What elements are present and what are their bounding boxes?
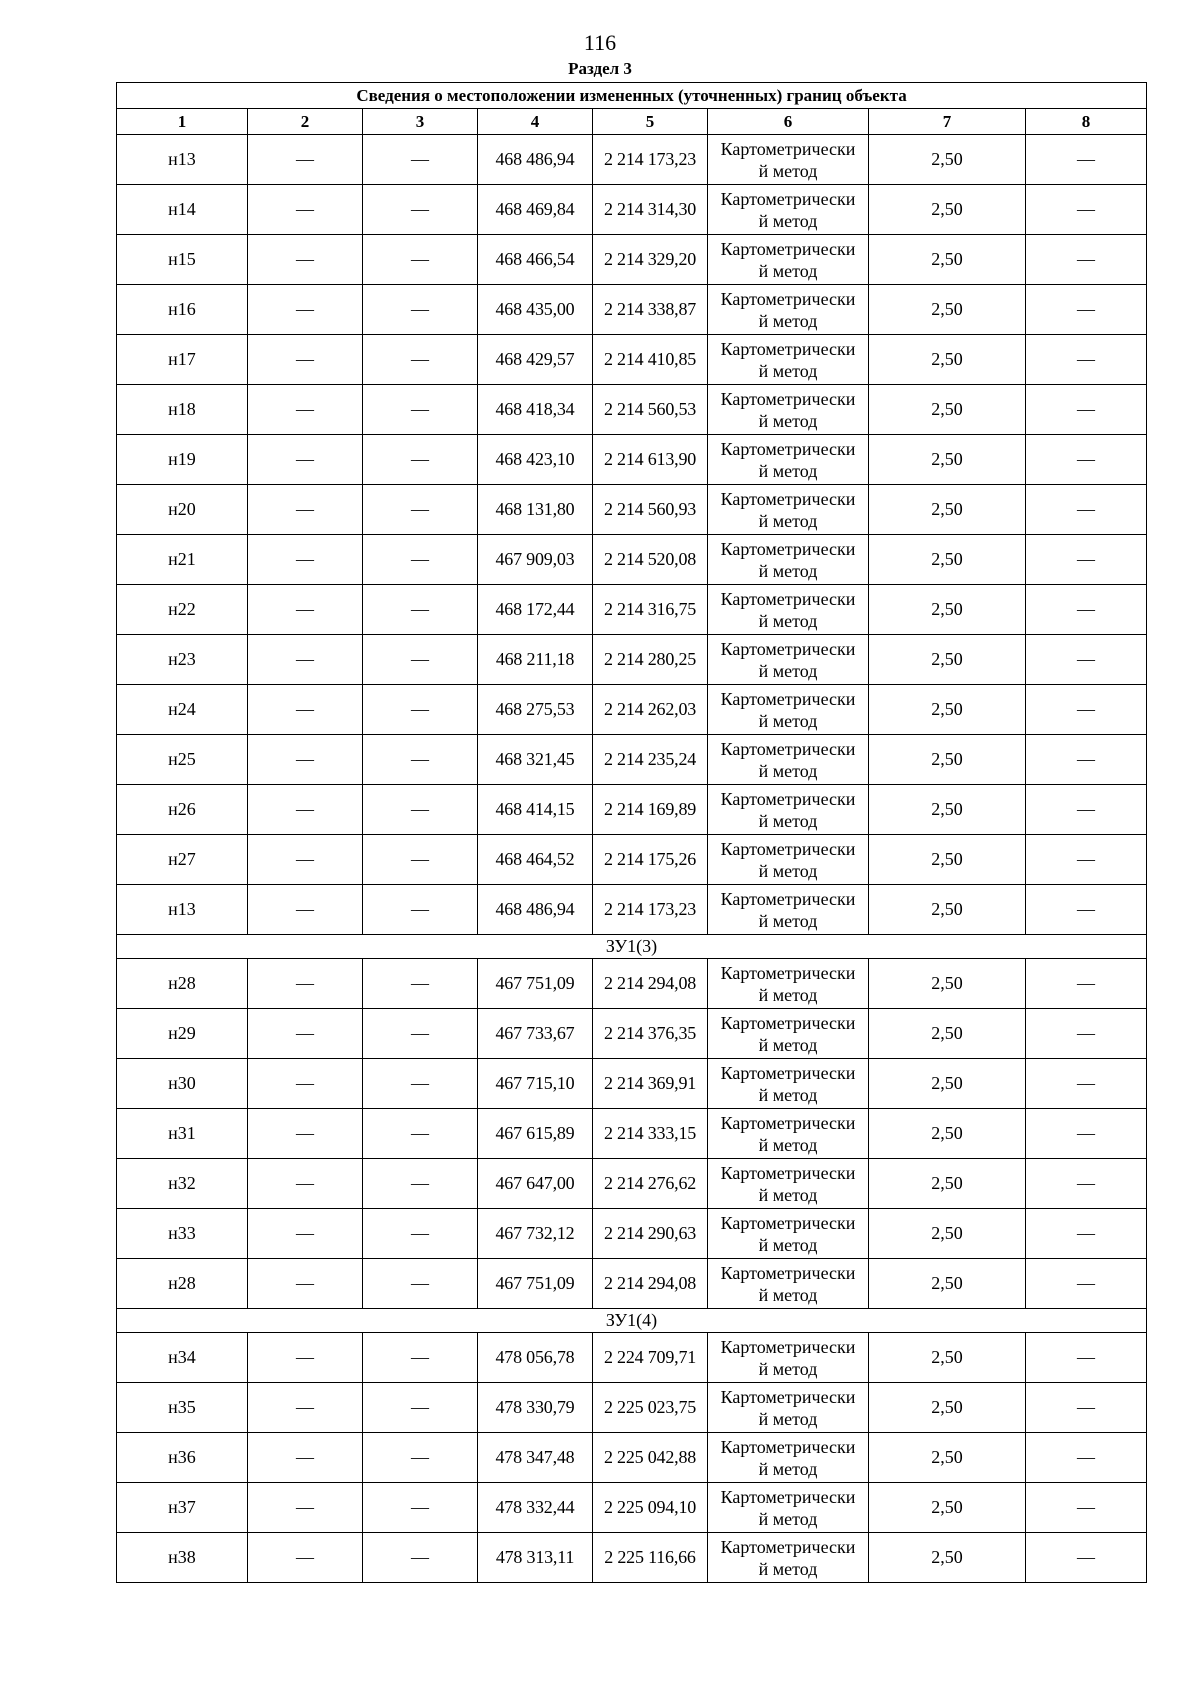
y-coordinate-cell: 2 214 613,90 — [593, 435, 708, 485]
column-2-cell: — — [248, 1159, 363, 1209]
accuracy-cell: 2,50 — [869, 1009, 1026, 1059]
x-coordinate-cell: 468 131,80 — [478, 485, 593, 535]
point-name-cell: н29 — [117, 1009, 248, 1059]
accuracy-cell: 2,50 — [869, 785, 1026, 835]
table-title: Сведения о местоположении измененных (уточненных) границ объекта — [117, 83, 1147, 109]
column-8-cell: — — [1026, 535, 1147, 585]
accuracy-cell: 2,50 — [869, 135, 1026, 185]
table-row — [117, 485, 1147, 535]
point-name-cell: н25 — [117, 735, 248, 785]
method-cell: Картометрически й метод — [708, 1333, 869, 1383]
table-row — [117, 735, 1147, 785]
column-3-cell: — — [363, 1533, 478, 1583]
column-2-cell: — — [248, 1533, 363, 1583]
accuracy-cell: 2,50 — [869, 235, 1026, 285]
column-8-cell: — — [1026, 385, 1147, 435]
y-coordinate-cell: 2 214 294,08 — [593, 959, 708, 1009]
group-label: ЗУ1(4) — [117, 1309, 1147, 1333]
column-2-cell: — — [248, 635, 363, 685]
column-number: 3 — [363, 109, 478, 135]
accuracy-cell: 2,50 — [869, 585, 1026, 635]
y-coordinate-cell: 2 214 280,25 — [593, 635, 708, 685]
y-coordinate-cell: 2 214 294,08 — [593, 1259, 708, 1309]
column-3-cell: — — [363, 185, 478, 235]
column-3-cell: — — [363, 335, 478, 385]
accuracy-cell: 2,50 — [869, 1383, 1026, 1433]
column-2-cell: — — [248, 235, 363, 285]
column-3-cell: — — [363, 435, 478, 485]
column-3-cell: — — [363, 1209, 478, 1259]
accuracy-cell: 2,50 — [869, 185, 1026, 235]
x-coordinate-cell: 467 732,12 — [478, 1209, 593, 1259]
column-2-cell: — — [248, 1059, 363, 1109]
accuracy-cell: 2,50 — [869, 1109, 1026, 1159]
y-coordinate-cell: 2 214 560,53 — [593, 385, 708, 435]
column-8-cell: — — [1026, 185, 1147, 235]
x-coordinate-cell: 468 275,53 — [478, 685, 593, 735]
method-cell: Картометрически й метод — [708, 635, 869, 685]
column-8-cell: — — [1026, 1433, 1147, 1483]
y-coordinate-cell: 2 225 094,10 — [593, 1483, 708, 1533]
column-2-cell: — — [248, 135, 363, 185]
column-2-cell: — — [248, 385, 363, 435]
column-3-cell: — — [363, 959, 478, 1009]
accuracy-cell: 2,50 — [869, 885, 1026, 935]
x-coordinate-cell: 467 715,10 — [478, 1059, 593, 1109]
table-row — [117, 1059, 1147, 1109]
table-row — [117, 635, 1147, 685]
point-name-cell: н19 — [117, 435, 248, 485]
accuracy-cell: 2,50 — [869, 335, 1026, 385]
method-cell: Картометрически й метод — [708, 335, 869, 385]
column-8-cell: — — [1026, 959, 1147, 1009]
table-row — [117, 435, 1147, 485]
y-coordinate-cell: 2 214 369,91 — [593, 1059, 708, 1109]
point-name-cell: н13 — [117, 885, 248, 935]
accuracy-cell: 2,50 — [869, 1259, 1026, 1309]
accuracy-cell: 2,50 — [869, 1209, 1026, 1259]
accuracy-cell: 2,50 — [869, 685, 1026, 735]
point-name-cell: н28 — [117, 1259, 248, 1309]
table-row — [117, 1259, 1147, 1309]
column-3-cell: — — [363, 1383, 478, 1433]
column-2-cell: — — [248, 885, 363, 935]
column-3-cell: — — [363, 385, 478, 435]
x-coordinate-cell: 467 909,03 — [478, 535, 593, 585]
y-coordinate-cell: 2 214 520,08 — [593, 535, 708, 585]
method-cell: Картометрически й метод — [708, 485, 869, 535]
accuracy-cell: 2,50 — [869, 485, 1026, 535]
table-row — [117, 885, 1147, 935]
column-3-cell: — — [363, 1433, 478, 1483]
section-title: Раздел 3 — [568, 59, 632, 78]
accuracy-cell: 2,50 — [869, 1333, 1026, 1383]
column-3-cell: — — [363, 1059, 478, 1109]
method-cell: Картометрически й метод — [708, 235, 869, 285]
method-cell: Картометрически й метод — [708, 1009, 869, 1059]
column-3-cell: — — [363, 1009, 478, 1059]
column-8-cell: — — [1026, 785, 1147, 835]
table-row — [117, 1483, 1147, 1533]
table-row — [117, 235, 1147, 285]
group-label: ЗУ1(3) — [117, 935, 1147, 959]
table-row — [117, 835, 1147, 885]
accuracy-cell: 2,50 — [869, 1159, 1026, 1209]
accuracy-cell: 2,50 — [869, 835, 1026, 885]
x-coordinate-cell: 478 313,11 — [478, 1533, 593, 1583]
y-coordinate-cell: 2 214 290,63 — [593, 1209, 708, 1259]
point-name-cell: н38 — [117, 1533, 248, 1583]
boundary-coordinates-table — [116, 82, 1147, 1583]
x-coordinate-cell: 468 211,18 — [478, 635, 593, 685]
column-3-cell: — — [363, 285, 478, 335]
column-2-cell: — — [248, 1483, 363, 1533]
point-name-cell: н35 — [117, 1383, 248, 1433]
column-3-cell: — — [363, 735, 478, 785]
accuracy-cell: 2,50 — [869, 735, 1026, 785]
x-coordinate-cell: 478 056,78 — [478, 1333, 593, 1383]
column-3-cell: — — [363, 685, 478, 735]
column-2-cell: — — [248, 1259, 363, 1309]
method-cell: Картометрически й метод — [708, 885, 869, 935]
column-8-cell: — — [1026, 335, 1147, 385]
method-cell: Картометрически й метод — [708, 1433, 869, 1483]
point-name-cell: н27 — [117, 835, 248, 885]
table-row — [117, 135, 1147, 185]
column-2-cell: — — [248, 1209, 363, 1259]
x-coordinate-cell: 468 321,45 — [478, 735, 593, 785]
x-coordinate-cell: 478 330,79 — [478, 1383, 593, 1433]
column-8-cell: — — [1026, 1209, 1147, 1259]
column-8-cell: — — [1026, 1109, 1147, 1159]
y-coordinate-cell: 2 214 169,89 — [593, 785, 708, 835]
point-name-cell: н21 — [117, 535, 248, 585]
y-coordinate-cell: 2 214 376,35 — [593, 1009, 708, 1059]
column-2-cell: — — [248, 1009, 363, 1059]
method-cell: Картометрически й метод — [708, 435, 869, 485]
column-8-cell: — — [1026, 1059, 1147, 1109]
y-coordinate-cell: 2 214 316,75 — [593, 585, 708, 635]
column-2-cell: — — [248, 735, 363, 785]
point-name-cell: н13 — [117, 135, 248, 185]
method-cell: Картометрически й метод — [708, 1059, 869, 1109]
column-3-cell: — — [363, 885, 478, 935]
y-coordinate-cell: 2 214 262,03 — [593, 685, 708, 735]
y-coordinate-cell: 2 214 235,24 — [593, 735, 708, 785]
x-coordinate-cell: 467 751,09 — [478, 959, 593, 1009]
y-coordinate-cell: 2 214 338,87 — [593, 285, 708, 335]
column-2-cell: — — [248, 535, 363, 585]
accuracy-cell: 2,50 — [869, 1483, 1026, 1533]
y-coordinate-cell: 2 214 276,62 — [593, 1159, 708, 1209]
point-name-cell: н31 — [117, 1109, 248, 1159]
column-2-cell: — — [248, 1383, 363, 1433]
column-number: 5 — [593, 109, 708, 135]
accuracy-cell: 2,50 — [869, 535, 1026, 585]
column-number: 7 — [869, 109, 1026, 135]
column-2-cell: — — [248, 185, 363, 235]
table-row — [117, 1159, 1147, 1209]
column-8-cell: — — [1026, 1009, 1147, 1059]
x-coordinate-cell: 468 464,52 — [478, 835, 593, 885]
column-number: 2 — [248, 109, 363, 135]
column-8-cell: — — [1026, 635, 1147, 685]
point-name-cell: н22 — [117, 585, 248, 635]
y-coordinate-cell: 2 214 314,30 — [593, 185, 708, 235]
method-cell: Картометрически й метод — [708, 385, 869, 435]
point-name-cell: н32 — [117, 1159, 248, 1209]
column-8-cell: — — [1026, 685, 1147, 735]
column-8-cell: — — [1026, 485, 1147, 535]
column-2-cell: — — [248, 685, 363, 735]
point-name-cell: н26 — [117, 785, 248, 835]
column-8-cell: — — [1026, 585, 1147, 635]
column-numbers-row — [117, 109, 1147, 135]
page-number: 116 — [583, 30, 617, 55]
method-cell: Картометрически й метод — [708, 1159, 869, 1209]
method-cell: Картометрически й метод — [708, 735, 869, 785]
y-coordinate-cell: 2 214 410,85 — [593, 335, 708, 385]
table-row — [117, 285, 1147, 335]
accuracy-cell: 2,50 — [869, 435, 1026, 485]
method-cell: Картометрически й метод — [708, 1533, 869, 1583]
point-name-cell: н33 — [117, 1209, 248, 1259]
y-coordinate-cell: 2 214 173,23 — [593, 135, 708, 185]
column-8-cell: — — [1026, 1533, 1147, 1583]
method-cell: Картометрически й метод — [708, 135, 869, 185]
group-header-row — [117, 1309, 1147, 1333]
table-row — [117, 785, 1147, 835]
method-cell: Картометрически й метод — [708, 835, 869, 885]
table-row — [117, 685, 1147, 735]
accuracy-cell: 2,50 — [869, 1533, 1026, 1583]
column-8-cell: — — [1026, 735, 1147, 785]
method-cell: Картометрически й метод — [708, 185, 869, 235]
x-coordinate-cell: 468 172,44 — [478, 585, 593, 635]
table-body — [117, 135, 1147, 1583]
group-header-row — [117, 935, 1147, 959]
column-3-cell: — — [363, 1483, 478, 1533]
x-coordinate-cell: 467 751,09 — [478, 1259, 593, 1309]
x-coordinate-cell: 467 647,00 — [478, 1159, 593, 1209]
y-coordinate-cell: 2 214 329,20 — [593, 235, 708, 285]
point-name-cell: н28 — [117, 959, 248, 1009]
y-coordinate-cell: 2 214 173,23 — [593, 885, 708, 935]
method-cell: Картометрически й метод — [708, 1109, 869, 1159]
table-row — [117, 335, 1147, 385]
table-row — [117, 1333, 1147, 1383]
y-coordinate-cell: 2 214 175,26 — [593, 835, 708, 885]
method-cell: Картометрически й метод — [708, 535, 869, 585]
column-8-cell: — — [1026, 1333, 1147, 1383]
x-coordinate-cell: 468 486,94 — [478, 885, 593, 935]
point-name-cell: н34 — [117, 1333, 248, 1383]
point-name-cell: н37 — [117, 1483, 248, 1533]
column-3-cell: — — [363, 1259, 478, 1309]
column-8-cell: — — [1026, 885, 1147, 935]
accuracy-cell: 2,50 — [869, 959, 1026, 1009]
x-coordinate-cell: 468 423,10 — [478, 435, 593, 485]
column-2-cell: — — [248, 835, 363, 885]
column-2-cell: — — [248, 959, 363, 1009]
method-cell: Картометрически й метод — [708, 1209, 869, 1259]
x-coordinate-cell: 467 733,67 — [478, 1009, 593, 1059]
y-coordinate-cell: 2 225 023,75 — [593, 1383, 708, 1433]
x-coordinate-cell: 468 435,00 — [478, 285, 593, 335]
table-row — [117, 385, 1147, 435]
column-2-cell: — — [248, 1433, 363, 1483]
x-coordinate-cell: 468 429,57 — [478, 335, 593, 385]
y-coordinate-cell: 2 214 333,15 — [593, 1109, 708, 1159]
column-3-cell: — — [363, 535, 478, 585]
column-2-cell: — — [248, 485, 363, 535]
column-8-cell: — — [1026, 1483, 1147, 1533]
method-cell: Картометрически й метод — [708, 1483, 869, 1533]
column-3-cell: — — [363, 235, 478, 285]
column-2-cell: — — [248, 585, 363, 635]
accuracy-cell: 2,50 — [869, 1059, 1026, 1109]
column-2-cell: — — [248, 335, 363, 385]
accuracy-cell: 2,50 — [869, 1433, 1026, 1483]
column-number: 8 — [1026, 109, 1147, 135]
column-3-cell: — — [363, 485, 478, 535]
x-coordinate-cell: 468 414,15 — [478, 785, 593, 835]
column-8-cell: — — [1026, 1159, 1147, 1209]
column-number: 6 — [708, 109, 869, 135]
point-name-cell: н24 — [117, 685, 248, 735]
column-3-cell: — — [363, 785, 478, 835]
column-8-cell: — — [1026, 235, 1147, 285]
column-8-cell: — — [1026, 435, 1147, 485]
x-coordinate-cell: 467 615,89 — [478, 1109, 593, 1159]
accuracy-cell: 2,50 — [869, 635, 1026, 685]
point-name-cell: н36 — [117, 1433, 248, 1483]
x-coordinate-cell: 478 347,48 — [478, 1433, 593, 1483]
method-cell: Картометрически й метод — [708, 1259, 869, 1309]
y-coordinate-cell: 2 225 042,88 — [593, 1433, 708, 1483]
method-cell: Картометрически й метод — [708, 685, 869, 735]
table-row — [117, 585, 1147, 635]
table-row — [117, 959, 1147, 1009]
point-name-cell: н20 — [117, 485, 248, 535]
column-2-cell: — — [248, 785, 363, 835]
column-2-cell: — — [248, 285, 363, 335]
table-title-row — [117, 83, 1147, 109]
table-row — [117, 1209, 1147, 1259]
column-8-cell: — — [1026, 285, 1147, 335]
point-name-cell: н18 — [117, 385, 248, 435]
column-8-cell: — — [1026, 1383, 1147, 1433]
x-coordinate-cell: 468 418,34 — [478, 385, 593, 435]
column-3-cell: — — [363, 1109, 478, 1159]
x-coordinate-cell: 468 466,54 — [478, 235, 593, 285]
table-row — [117, 1533, 1147, 1583]
column-number: 4 — [478, 109, 593, 135]
column-2-cell: — — [248, 435, 363, 485]
method-cell: Картометрически й метод — [708, 959, 869, 1009]
y-coordinate-cell: 2 225 116,66 — [593, 1533, 708, 1583]
column-8-cell: — — [1026, 135, 1147, 185]
method-cell: Картометрически й метод — [708, 585, 869, 635]
point-name-cell: н15 — [117, 235, 248, 285]
x-coordinate-cell: 468 469,84 — [478, 185, 593, 235]
x-coordinate-cell: 478 332,44 — [478, 1483, 593, 1533]
column-3-cell: — — [363, 135, 478, 185]
accuracy-cell: 2,50 — [869, 285, 1026, 335]
x-coordinate-cell: 468 486,94 — [478, 135, 593, 185]
column-3-cell: — — [363, 635, 478, 685]
point-name-cell: н14 — [117, 185, 248, 235]
point-name-cell: н16 — [117, 285, 248, 335]
point-name-cell: н17 — [117, 335, 248, 385]
method-cell: Картометрически й метод — [708, 1383, 869, 1433]
column-2-cell: — — [248, 1109, 363, 1159]
column-8-cell: — — [1026, 835, 1147, 885]
table-row — [117, 1433, 1147, 1483]
table-row — [117, 185, 1147, 235]
method-cell: Картометрически й метод — [708, 785, 869, 835]
column-3-cell: — — [363, 1333, 478, 1383]
column-number: 1 — [117, 109, 248, 135]
table-row — [117, 1109, 1147, 1159]
column-3-cell: — — [363, 585, 478, 635]
column-3-cell: — — [363, 835, 478, 885]
y-coordinate-cell: 2 214 560,93 — [593, 485, 708, 535]
table-row — [117, 1009, 1147, 1059]
point-name-cell: н30 — [117, 1059, 248, 1109]
table-row — [117, 535, 1147, 585]
column-3-cell: — — [363, 1159, 478, 1209]
y-coordinate-cell: 2 224 709,71 — [593, 1333, 708, 1383]
column-2-cell: — — [248, 1333, 363, 1383]
point-name-cell: н23 — [117, 635, 248, 685]
accuracy-cell: 2,50 — [869, 385, 1026, 435]
table-row — [117, 1383, 1147, 1433]
method-cell: Картометрически й метод — [708, 285, 869, 335]
column-8-cell: — — [1026, 1259, 1147, 1309]
